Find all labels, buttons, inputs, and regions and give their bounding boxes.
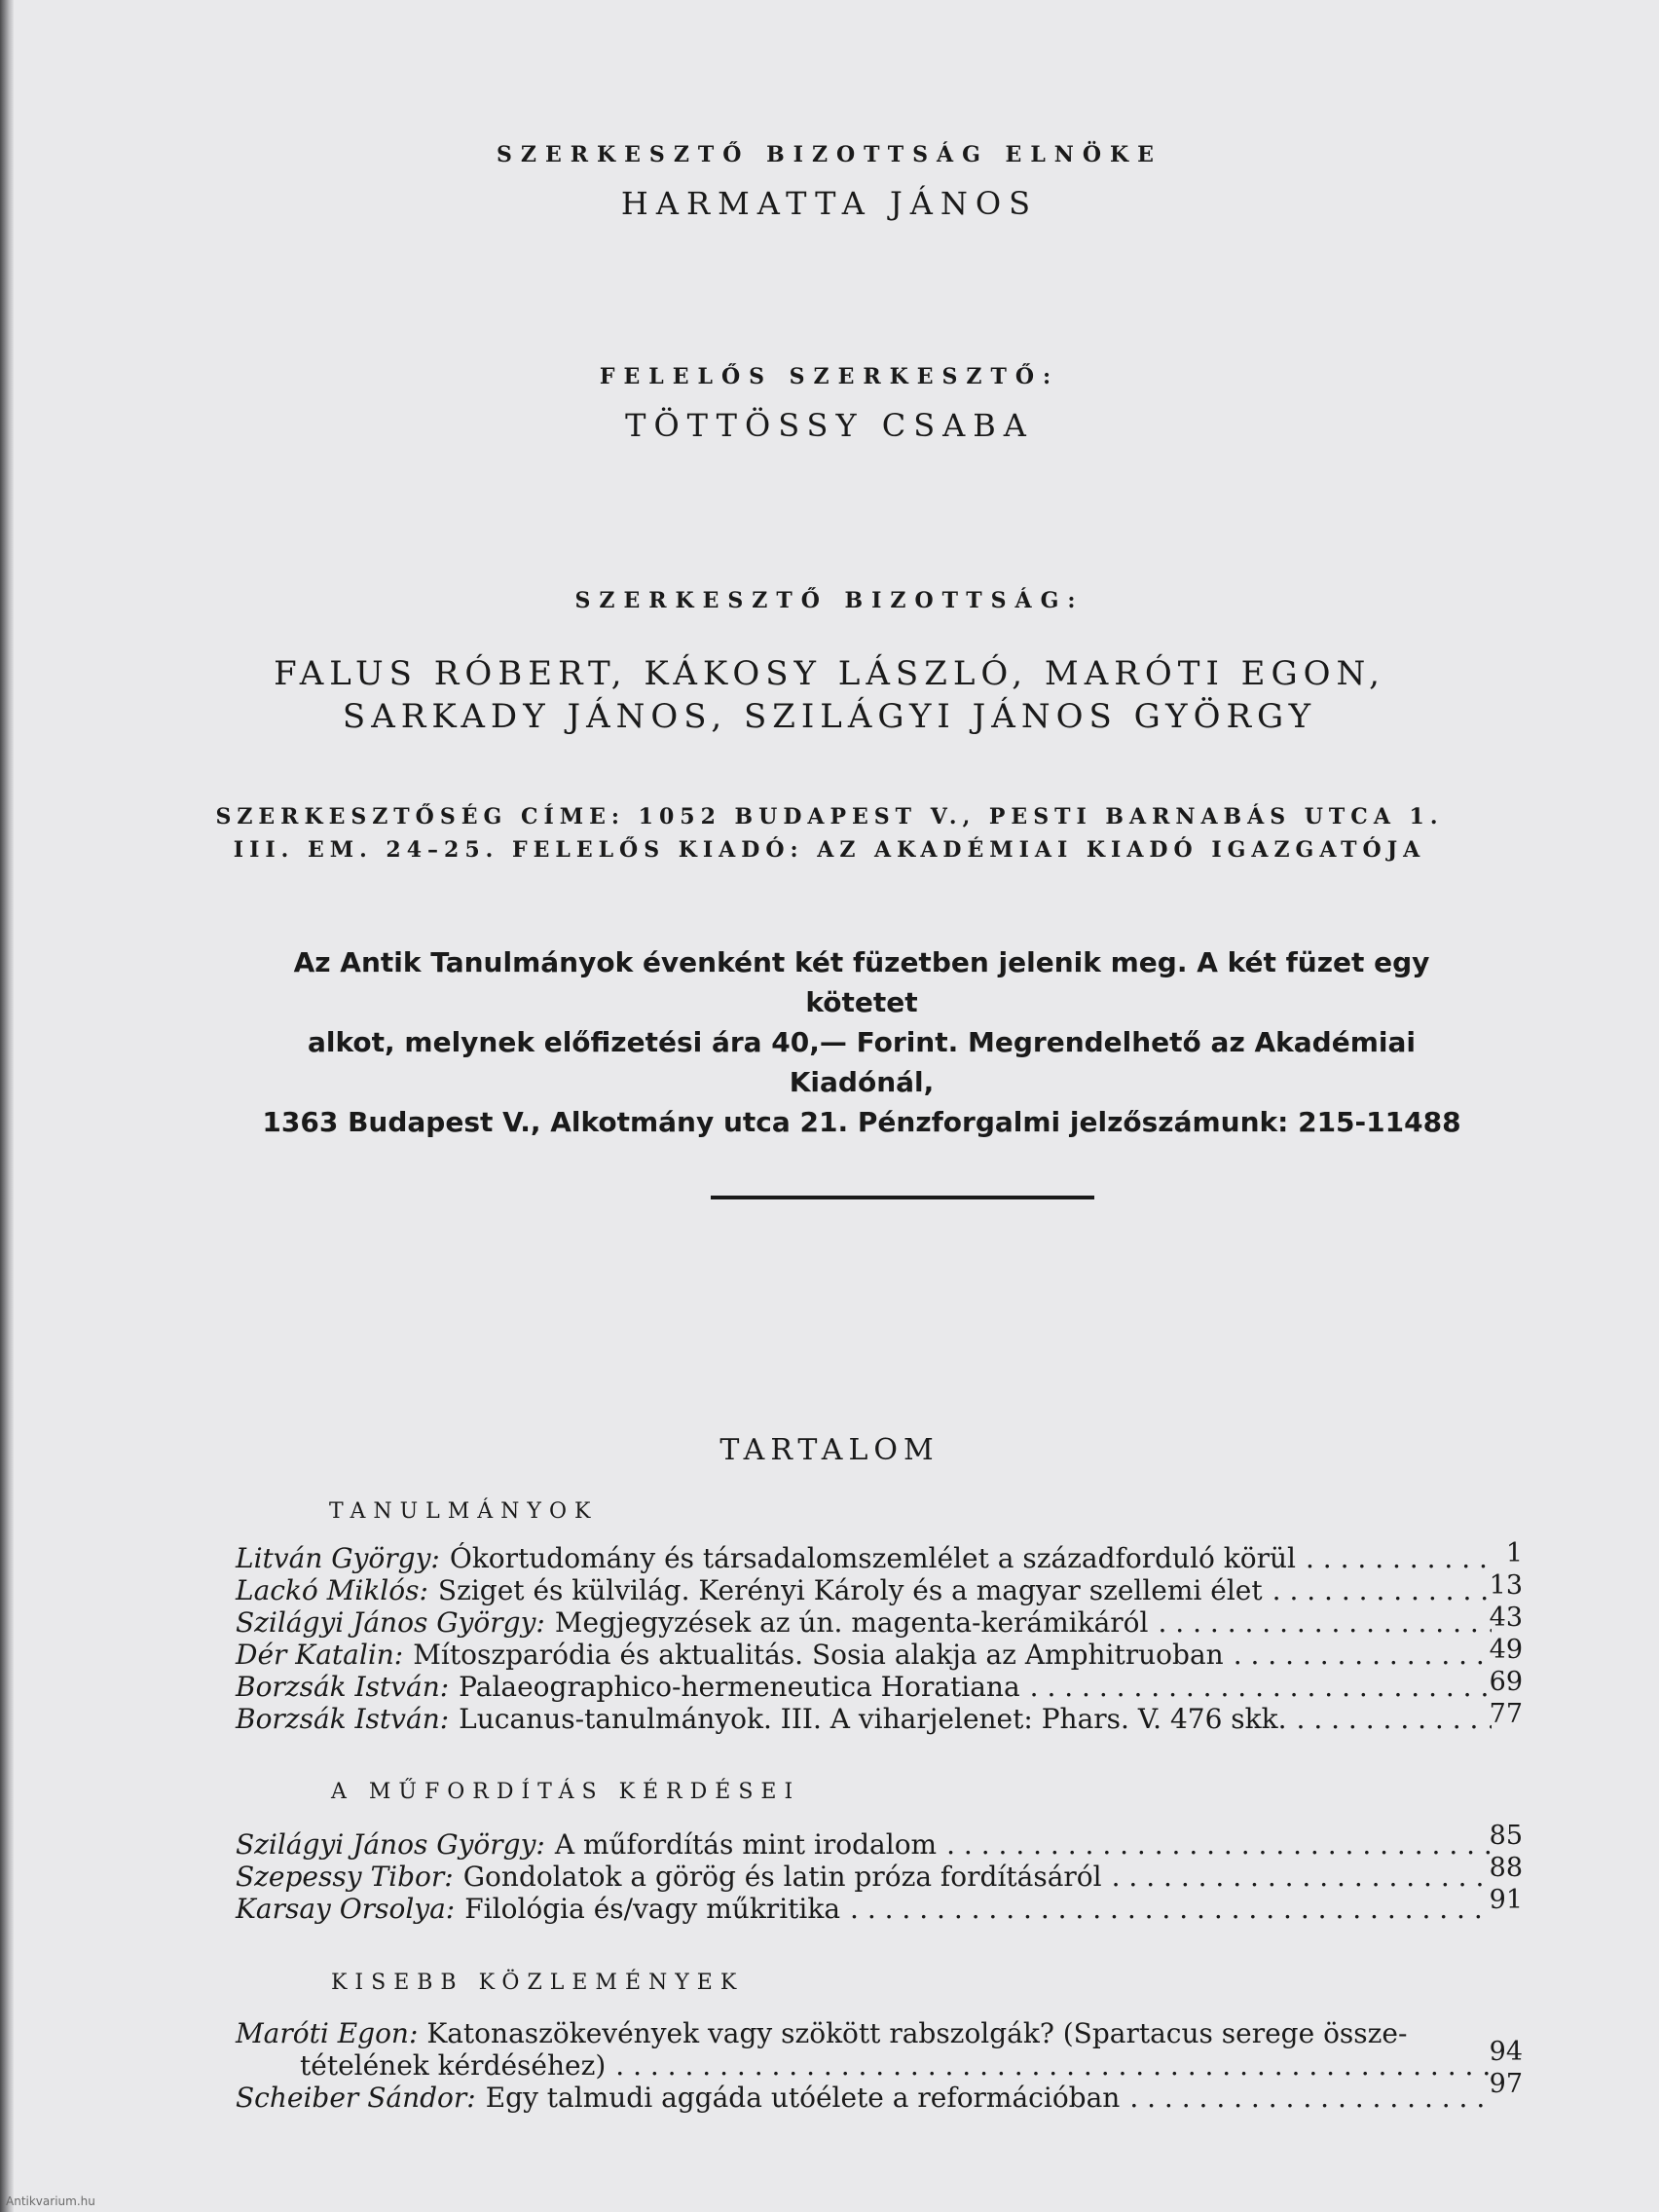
toc-entry xyxy=(300,2049,1492,2082)
entry-author: Dér Katalin: xyxy=(236,1639,404,1671)
chair-label: SZERKESZTŐ BIZOTTSÁG ELNÖKE xyxy=(497,142,1162,167)
entry-title: Sziget és külvilág. Kerényi Károly és a magyar szellemi élet xyxy=(437,1574,1263,1606)
board-members-line-1: FALUS RÓBERT, KÁKOSY LÁSZLÓ, MARÓTI EGON, xyxy=(274,654,1385,693)
entry-author: Szilágyi János György: xyxy=(236,1828,545,1861)
dot-leader xyxy=(1234,1639,1492,1671)
section-heading-short-notes: KISEBB KÖZLEMÉNYEK xyxy=(331,1971,745,1995)
subscription-info xyxy=(234,942,1490,1142)
entry-page-number: 77 xyxy=(1489,1699,1523,1729)
toc-entry xyxy=(236,1542,1492,1574)
entry-title: Lucanus-tanulmányok. III. A viharjelenet: Phars. V. 476 skk. xyxy=(459,1703,1287,1735)
board-members-line-2: SARKADY JÁNOS, SZILÁGYI JÁNOS GYÖRGY xyxy=(342,697,1317,736)
entry-page-number: 1 xyxy=(1505,1538,1523,1568)
editor-label: FELELŐS SZERKESZTŐ: xyxy=(599,364,1060,389)
entry-page-number: 85 xyxy=(1489,1821,1523,1851)
entry-title: Filológia és/vagy műkritika xyxy=(464,1893,841,1925)
toc-entry xyxy=(236,1671,1492,1703)
entry-page-number: 91 xyxy=(1489,1885,1523,1915)
entry-title: Megjegyzések az ún. magenta-kerámikáról xyxy=(554,1606,1149,1639)
dot-leader xyxy=(1129,2082,1492,2114)
entry-title: Ókortudomány és társadalomszemlélet a századforduló körül xyxy=(449,1542,1296,1574)
address-line-1: SZERKESZTŐSÉG CÍME: 1052 BUDAPEST V., PESTI BARNABÁS UTCA 1. xyxy=(215,804,1444,830)
section-heading-studies: TANULMÁNYOK xyxy=(329,1499,599,1524)
entry-author: Litván György: xyxy=(236,1542,440,1574)
entry-author: Karsay Orsolya: xyxy=(236,1893,456,1925)
toc-entry-first-line xyxy=(236,2017,1407,2049)
entry-page-number: 97 xyxy=(1489,2069,1523,2099)
toc-entry xyxy=(236,1893,1492,1925)
entry-title: Egy talmudi aggáda utóélete a reformációban xyxy=(485,2082,1121,2114)
dot-leader xyxy=(615,2049,1492,2082)
subscription-info-line-1: Az Antik Tanulmányok évenként két füzetben jelenik meg. A két füzet egy kötetet xyxy=(293,946,1430,1018)
address-line-2: III. EM. 24–25. FELELŐS KIADÓ: AZ AKADÉMIAI KIADÓ IGAZGATÓJA xyxy=(233,837,1426,863)
dot-leader xyxy=(946,1828,1492,1861)
entry-title: Gondolatok a görög és latin próza fordításáról xyxy=(462,1861,1102,1893)
entry-author: Szilágyi János György: xyxy=(236,1606,545,1639)
entry-title: Katonaszökevények vagy szökött rabszolgák? (Spartacus serege össze- xyxy=(426,2017,1408,2049)
entry-title: Mítoszparódia és aktualitás. Sosia alakja az Amphitruoban xyxy=(413,1639,1224,1671)
subscription-info-line-2: alkot, melynek előfizetési ára 40,— Forint. Megrendelhető az Akadémiai Kiadónál, xyxy=(308,1026,1416,1098)
dot-leader xyxy=(1297,1703,1492,1735)
entry-page-number: 69 xyxy=(1489,1667,1523,1697)
dot-leader xyxy=(1112,1861,1492,1893)
page-edge-shadow xyxy=(0,0,14,2212)
entry-author: Maróti Egon: xyxy=(236,2017,419,2049)
toc-entry xyxy=(236,1861,1492,1893)
section-heading-translation: A MŰFORDÍTÁS KÉRDÉSEI xyxy=(331,1780,801,1804)
toc-entry xyxy=(236,1639,1492,1671)
entry-page-number: 88 xyxy=(1489,1853,1523,1883)
watermark: Antikvarium.hu xyxy=(6,2194,95,2208)
entry-author: Borzsák István: xyxy=(236,1671,450,1703)
toc-entry xyxy=(236,2082,1492,2114)
entry-page-number: 49 xyxy=(1489,1635,1523,1665)
board-label: SZERKESZTŐ BIZOTTSÁG: xyxy=(574,588,1085,613)
toc-entry xyxy=(236,1703,1492,1735)
entry-title-continued: tételének kérdéséhez) xyxy=(300,2049,607,2082)
toc-entry xyxy=(236,1574,1492,1606)
dot-leader xyxy=(850,1893,1492,1925)
entry-title: Palaeographico-hermeneutica Horatiana xyxy=(459,1671,1020,1703)
entry-title: A műfordítás mint irodalom xyxy=(554,1828,938,1861)
entry-page-number: 43 xyxy=(1489,1603,1523,1633)
subscription-info-line-3: 1363 Budapest V., Alkotmány utca 21. Pénzforgalmi jelzőszámunk: 215-11488 xyxy=(262,1106,1461,1138)
dot-leader xyxy=(1272,1574,1492,1606)
dot-leader xyxy=(1030,1671,1492,1703)
entry-author: Borzsák István: xyxy=(236,1703,450,1735)
entry-author: Szepessy Tibor: xyxy=(236,1861,454,1893)
toc-entry xyxy=(236,1828,1492,1861)
chair-name: HARMATTA JÁNOS xyxy=(620,185,1039,222)
toc-title: TARTALOM xyxy=(719,1433,940,1467)
toc-entry xyxy=(236,1606,1492,1639)
entry-author: Lackó Miklós: xyxy=(236,1574,428,1606)
entry-page-number: 94 xyxy=(1489,2037,1523,2067)
entry-page-number: 13 xyxy=(1489,1570,1523,1601)
editor-name: TÖTTÖSSY CSABA xyxy=(625,407,1034,444)
horizontal-rule xyxy=(711,1196,1094,1199)
dot-leader xyxy=(1306,1542,1492,1574)
dot-leader xyxy=(1158,1606,1492,1639)
entry-author: Scheiber Sándor: xyxy=(236,2082,476,2114)
